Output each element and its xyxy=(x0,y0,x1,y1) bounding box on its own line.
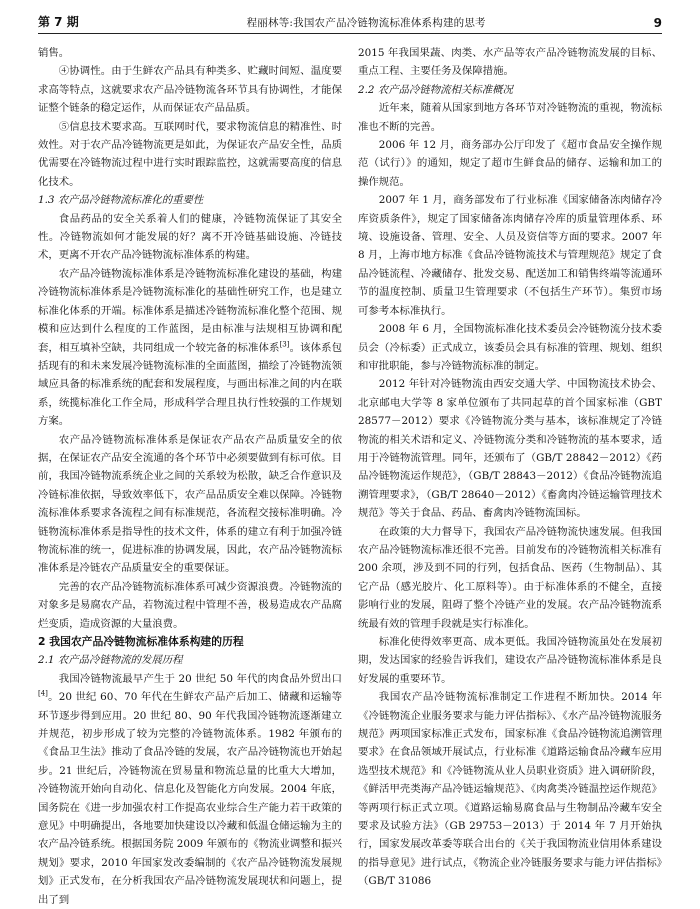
paragraph xyxy=(38,44,342,62)
subsection-heading xyxy=(38,651,342,669)
paragraph-text: 2015 年我国果蔬、肉类、水产品等农产品冷链物流发展的目标、重点工程、主要任务及保障措施。 xyxy=(358,47,662,78)
paragraph-text: 农产品冷链物流标准体系是冷链物流标准化建设的基础，构建冷链物流标准体系是冷链物流标准化的基础性研究工作，也是建立标准化体系的开端。标准体系是描述冷链物流标准化整个范围、规模和应达到什么程度的工作蓝图，是由标准与法规相互协调和配套，相互填补空缺，共同组成一个较完备的标准体系 xyxy=(38,267,342,354)
body-columns xyxy=(38,44,662,909)
paragraph-text: 2008 年 6 月，全国物流标准化技术委员会冷链物流分技术委员会（冷标委）正式成立，该委员会具有标准的管理、规划、组织和审批职能，参与冷链物流标准的制定。 xyxy=(358,323,662,372)
right-column xyxy=(358,44,662,909)
citation-ref[interactable]: [3] xyxy=(279,340,290,349)
subsection-heading xyxy=(358,81,662,99)
paragraph-text: 。20 世纪 60、70 年代在生鲜农产品产后加工、储藏和运输等环节逐步得到应用。20 世纪 80、90 年代我国冷链物流逐渐建立并规范，初步形成了较为完整的冷链物流体系。1982 年颁布的《食品卫生法》推动了食品冷链的发展，农产品冷链物流也开始起步。21 世纪后，冷链物流在贸易量和物流总量的比重大大增加，冷链物流开始向自动化、信息化及智能化方向发展。2004 年底，国务院在《进一步加强农村工作提高农业综合生产能力若干政策的意见》中明确提出，各地要加快建设以冷藏和低温仓储运输为主的农产品冷链系统。根据国务院 2009 年颁布的《物流业调整和振兴规划》要求，2010 年国家发改委编制的《农产品冷链物流发展规划》正式发布，在分析我国农产品冷链物流发展现状和问题上，提出了到 xyxy=(38,691,342,906)
left-column xyxy=(38,44,342,909)
paragraph-text: 完善的农产品冷链物流标准体系可减少资源浪费。冷链物流的对象多是易腐农产品，若物流过程中管理不善，极易造成农产品腐烂变质，造成资源的大量浪费。 xyxy=(38,580,342,630)
paragraph-text: 。该体系包括现有的和未来发展冷链物流标准的全面蓝图，描绘了冷链物流领域应具备的标准系统的配套和发展程度，与画出标准之间的内在联系，统揽标准化工作全局，形成科学合理且执行性较强的工作规划方案。 xyxy=(38,341,342,428)
paragraph xyxy=(358,191,662,320)
paragraph xyxy=(358,375,662,522)
paragraph-text: ⑤信息技术要求高。互联网时代，要求物流信息的精准性、时效性。对于农产品冷链物流更是如此，为保证农产品安全性，品质优需要在冷链物流过程中进行实时跟踪监控，这就需要高度的信息化技术。 xyxy=(38,120,342,188)
paragraph-text: 我国农产品冷链物流标准制定工作进程不断加快。2014 年《冷链物流企业服务要求与能力评估指标》、《水产品冷链物流服务规范》两项国家标准正式发布，国家标准《食品冷链物流追溯管理要求》在食品领域开展试点，行业标准《道路运输食品冷藏车应用选型技术规范》和《冷链物流从业人员职业资质》进入调研阶段，《鲜活甲壳类海产品冷链运输规范》、《肉禽类冷链温控运作规范》等两项行标正式立项。《道路运输易腐食品与生物制品冷藏车安全要求及试验方法》（GB 29753－2013）于 2014 年 7 月开始执行，国家发展改革委等联合出台的《关于我国物流业信用体系建设的指导意见》进行试点，《物流企业冷链服务要求与能力评估指标》（GB/T 31086 xyxy=(358,691,662,888)
paragraph-text: ④协调性。由于生鲜农产品具有种类多、贮藏时间短、温度要求高等特点，这就要求农产品冷链物流各环节具有协调性，才能保证整个链条的稳定运作，从而保证农产品品质。 xyxy=(38,65,342,115)
issue-label: 第 7 期 xyxy=(38,15,79,29)
paragraph-text: 标准化使得效率更高、成本更低。我国冷链物流虽处在发展初期，发达国家的经验告诉我们，建设农产品冷链物流标准体系是良好发展的重要环节。 xyxy=(358,636,662,685)
paragraph xyxy=(38,578,342,633)
paragraph-text: 2006 年 12 月，商务部办公厅印发了《超市食品安全操作规范（试行）》的通知，规定了超市生鲜食品的储存、运输和加工的操作规范。 xyxy=(358,139,662,188)
paragraph-text: 在政策的大力督导下，我国农产品冷链物流快速发展。但我国农产品冷链物流标准还很不完善。目前发布的冷链物流相关标准有 200 余项，涉及到不同的行列，包括食品、医药（生物制品）、其它产品（感光胶片、化工原料等）。由于标准体系的不健全，直接影响行业的发展，阻碍了整个冷链产业的发展。农产品冷链物流系统最有效的管理手段就是实行标准化。 xyxy=(358,525,662,630)
paragraph xyxy=(358,136,662,191)
paragraph-text: 近年来，随着从国家到地方各环节对冷链物流的重视，物流标准也不断的完善。 xyxy=(358,102,662,133)
subsection-heading xyxy=(38,191,342,209)
paragraph xyxy=(358,688,662,890)
paragraph-text: 1.3 农产品冷链物流标准化的重要性 xyxy=(38,194,204,207)
section-heading xyxy=(38,633,342,651)
paragraph xyxy=(38,210,342,265)
paragraph-text: 我国冷链物流最早产生于 20 世纪 50 年代的肉食品外贸出口 xyxy=(58,672,342,685)
paragraph-text: 2007 年 1 月，商务部发布了行业标准《国家储备冻肉储存冷库资质条件》，规定了国家储备冻肉储存冷库的质量管理体系、环境、设施设备、管理、安全、人员及资信等方面的要求。2007 年 8 月，上海市地方标准《食品冷链物流技术与管理规范》规定了食品冷链流程、冷藏储存、批发交易、配送加工和销售终端等流通环节的温度控制、质量卫生管理要求（不包括生产环节）。集贸市场可参考本标准执行。 xyxy=(358,194,662,317)
running-header xyxy=(38,8,662,34)
paragraph-text: 2012 年针对冷链物流由西安交通大学、中国物流技术协会、北京邮电大学等 8 家单位颁布了共同起草的首个国家标准（GBT 28577－2012）要求《冷链物流分类与基本，该标准规定了冷链物流的相关术语和定义、冷链物流分类和冷链物流的基本要求，适用于冷链物流管理。同年，还颁布了（GB/T 28842－2012）《药品冷链物流运作规范》，（GB/T 28843－2012）《食品冷链物流追溯管理要求》，（GB/T 28640－2012）《畜禽肉冷链运输管理技术规范》等关于食品、药品、畜禽肉冷链物流国标。 xyxy=(358,378,662,520)
paragraph-text: 2 我国农产品冷链物流标准体系构建的历程 xyxy=(38,635,244,648)
paragraph xyxy=(358,320,662,375)
paragraph-text: 2.2 农产品冷链物流相关标准概况 xyxy=(358,83,513,96)
paragraph xyxy=(358,633,662,688)
paragraph xyxy=(38,431,342,578)
paragraph-text: 食品药品的安全关系着人们的健康，冷链物流保证了其安全性。冷链物流如何才能发展的好？离不开冷链基础设施、冷链技术，更离不开农产品冷链物流标准体系的构建。 xyxy=(38,212,342,262)
paragraph-text: 销售。 xyxy=(38,47,70,59)
paragraph-text: 农产品冷链物流标准体系是保证农产品农产品质量安全的依据，在保证农产品安全流通的各个环节中必须要做到有标可依。目前，我国冷链物流系统企业之间的关系较为松散，缺乏合作意识及冷链标准依据，导致效率低下，农产品品质安全难以保障。冷链物流标准体系要求各流程之间有标准规范，各流程交接标准明确。冷链物流标准体系是指导性的技术文件，体系的建立有利于加强冷链物流标准的统一，促进标准的协调发展，因此，农产品冷链物流标准体系是冷链农产品质量安全的重要保证。 xyxy=(38,433,342,575)
paragraph xyxy=(38,670,342,909)
paragraph xyxy=(358,99,662,136)
citation-ref[interactable]: [4] xyxy=(38,689,48,698)
paragraph xyxy=(358,523,662,633)
paragraph xyxy=(38,118,342,192)
paragraph xyxy=(38,265,342,431)
paragraph xyxy=(358,44,662,81)
running-title: 程丽林等:我国农产品冷链物流标准体系构建的思考 xyxy=(246,17,486,29)
paragraph-text: 2.1 农产品冷链物流的发展历程 xyxy=(38,654,183,667)
paragraph xyxy=(38,62,342,117)
page-number: 9 xyxy=(653,16,662,30)
